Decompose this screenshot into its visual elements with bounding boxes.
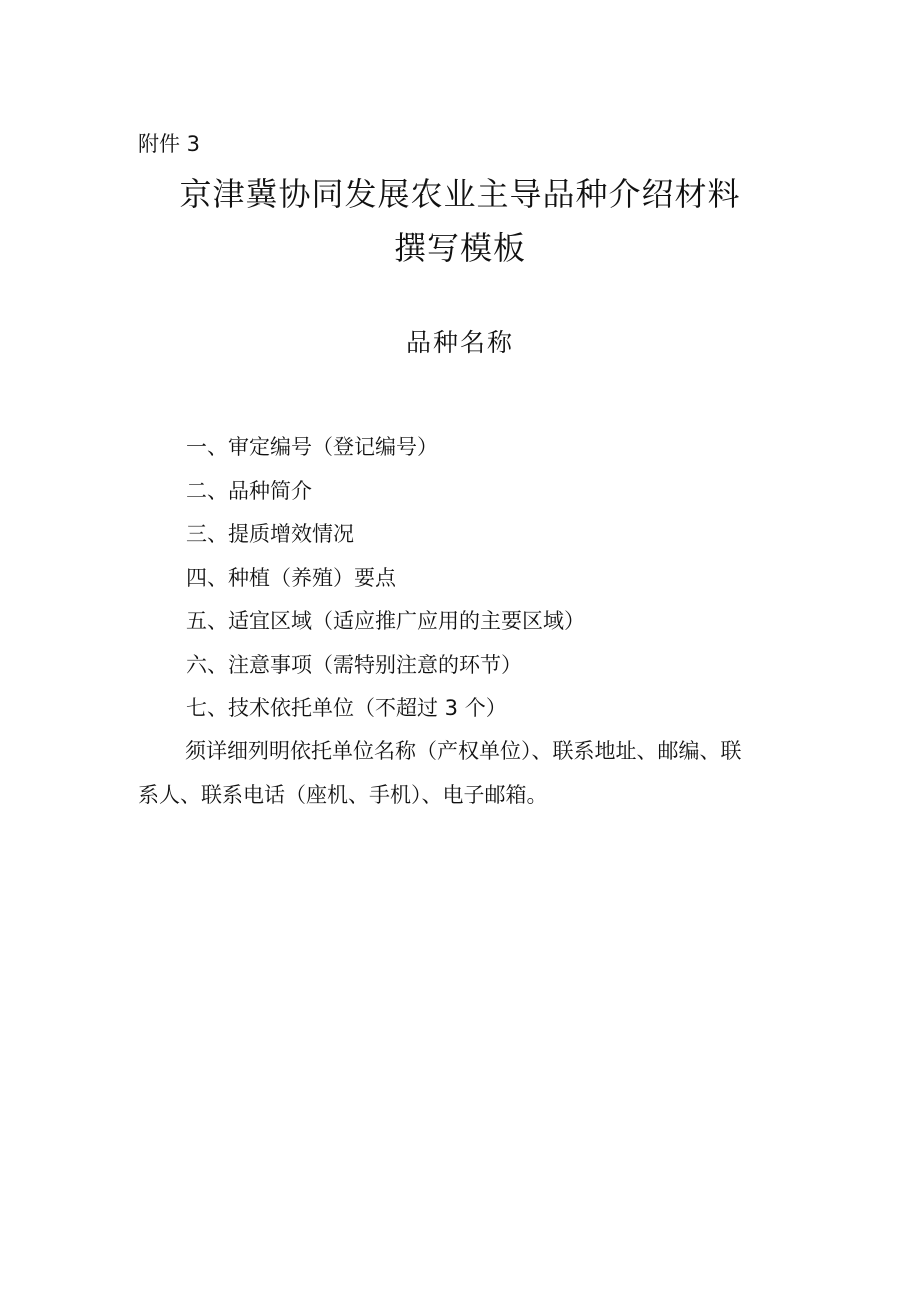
document-title-line-2: 撰写模板 [393,229,526,267]
section-item-review-number: 一、审定编号（登记编号） [186,435,438,459]
section-item-technical-support-units: 七、技术依托单位（不超过 3 个） [186,696,507,720]
section-item-suitable-area: 五、适宜区域（适应推广应用的主要区域） [186,609,585,633]
section-item-planting-points: 四、种植（养殖）要点 [186,565,396,590]
variety-name-heading: 品种名称 [405,328,514,357]
section-item-variety-intro: 二、品种简介 [186,478,312,503]
section-item-quality-efficiency: 三、提质增效情况 [186,522,354,546]
document-title-line-1: 京津冀协同发展农业主导品种介绍材料 [179,175,741,213]
section-list [186,426,585,731]
section-item-precautions: 六、注意事项（需特别注意的环节） [186,652,522,677]
attachment-label: 附件 3 [138,132,201,156]
technical-support-details-paragraph: 须详细列明依托单位名称（产权单位）、联系地址、邮编、联系人、联系电话（座机、手机）、电子邮箱。 [138,739,742,807]
